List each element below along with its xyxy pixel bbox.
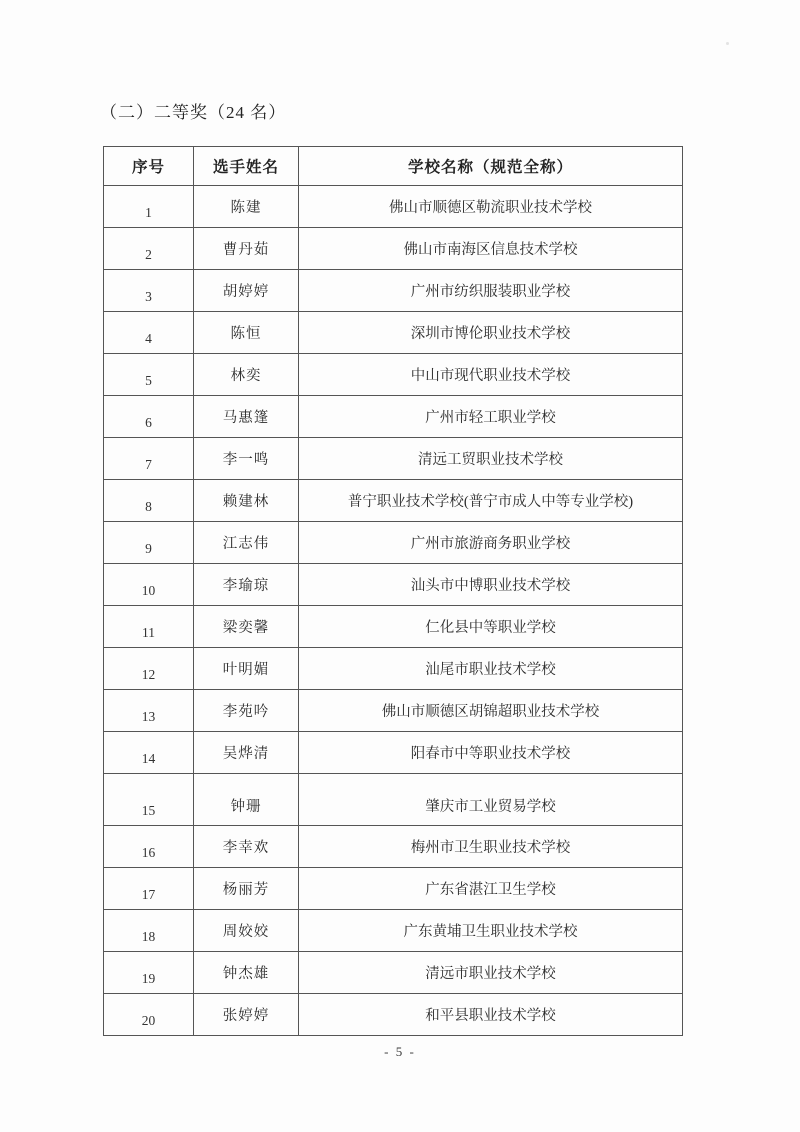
row-serial-number: 1 (104, 186, 194, 228)
table-row (104, 354, 683, 396)
school-name: 广州市纺织服装职业学校 (299, 270, 683, 312)
table-row (104, 690, 683, 732)
table-header (104, 147, 683, 186)
contestant-name: 梁奕馨 (194, 606, 299, 648)
school-name: 中山市现代职业技术学校 (299, 354, 683, 396)
table-row (104, 228, 683, 270)
school-name: 广州市轻工职业学校 (299, 396, 683, 438)
contestant-name: 杨丽芳 (194, 868, 299, 910)
row-serial-number: 11 (104, 606, 194, 648)
contestant-name: 陈恒 (194, 312, 299, 354)
school-name: 肇庆市工业贸易学校 (299, 774, 683, 826)
header-contestant-name: 选手姓名 (194, 147, 299, 186)
contestant-name: 林奕 (194, 354, 299, 396)
section-title: （二）二等奖（24 名） (100, 103, 287, 122)
table-row (104, 994, 683, 1036)
contestant-name: 叶明媚 (194, 648, 299, 690)
row-serial-number: 6 (104, 396, 194, 438)
table-row (104, 826, 683, 868)
row-serial-number: 14 (104, 732, 194, 774)
school-name: 汕头市中博职业技术学校 (299, 564, 683, 606)
contestant-name: 马惠篷 (194, 396, 299, 438)
table-row (104, 438, 683, 480)
table-row (104, 952, 683, 994)
table-row (104, 186, 683, 228)
header-row (104, 147, 683, 186)
table-row (104, 564, 683, 606)
row-serial-number: 16 (104, 826, 194, 868)
contestant-name: 胡婷婷 (194, 270, 299, 312)
table-row (104, 312, 683, 354)
school-name: 仁化县中等职业学校 (299, 606, 683, 648)
contestant-name: 赖建林 (194, 480, 299, 522)
school-name: 普宁职业技术学校(普宁市成人中等专业学校) (299, 480, 683, 522)
school-name: 阳春市中等职业技术学校 (299, 732, 683, 774)
school-name: 佛山市顺德区勒流职业技术学校 (299, 186, 683, 228)
school-name: 汕尾市职业技术学校 (299, 648, 683, 690)
second-prize-table (103, 146, 683, 1036)
page-number: - 5 - (384, 1044, 416, 1059)
school-name: 清远工贸职业技术学校 (299, 438, 683, 480)
row-serial-number: 8 (104, 480, 194, 522)
school-name: 清远市职业技术学校 (299, 952, 683, 994)
school-name: 广东黄埔卫生职业技术学校 (299, 910, 683, 952)
table-body (104, 186, 683, 1036)
school-name: 深圳市博伦职业技术学校 (299, 312, 683, 354)
school-name: 佛山市南海区信息技术学校 (299, 228, 683, 270)
contestant-name: 陈建 (194, 186, 299, 228)
row-serial-number: 17 (104, 868, 194, 910)
school-name: 梅州市卫生职业技术学校 (299, 826, 683, 868)
contestant-name: 李幸欢 (194, 826, 299, 868)
table-row (104, 270, 683, 312)
table-row (104, 868, 683, 910)
row-serial-number: 13 (104, 690, 194, 732)
contestant-name: 李瑜琼 (194, 564, 299, 606)
table-row (104, 774, 683, 826)
table-row (104, 910, 683, 952)
contestant-name: 周姣姣 (194, 910, 299, 952)
row-serial-number: 3 (104, 270, 194, 312)
contestant-name: 吴烨清 (194, 732, 299, 774)
row-serial-number: 5 (104, 354, 194, 396)
row-serial-number: 15 (104, 774, 194, 826)
row-serial-number: 19 (104, 952, 194, 994)
row-serial-number: 9 (104, 522, 194, 564)
contestant-name: 江志伟 (194, 522, 299, 564)
contestant-name: 钟珊 (194, 774, 299, 826)
table-row (104, 648, 683, 690)
school-name: 广东省湛江卫生学校 (299, 868, 683, 910)
school-name: 和平县职业技术学校 (299, 994, 683, 1036)
table-row (104, 396, 683, 438)
contestant-name: 李苑吟 (194, 690, 299, 732)
table-row (104, 522, 683, 564)
row-serial-number: 12 (104, 648, 194, 690)
row-serial-number: 20 (104, 994, 194, 1036)
contestant-name: 李一鸣 (194, 438, 299, 480)
school-name: 佛山市顺德区胡锦超职业技术学校 (299, 690, 683, 732)
row-serial-number: 4 (104, 312, 194, 354)
row-serial-number: 18 (104, 910, 194, 952)
header-school-name: 学校名称（规范全称） (299, 147, 683, 186)
contestant-name: 曹丹茹 (194, 228, 299, 270)
school-name: 广州市旅游商务职业学校 (299, 522, 683, 564)
contestant-name: 钟杰雄 (194, 952, 299, 994)
contestant-name: 张婷婷 (194, 994, 299, 1036)
row-serial-number: 2 (104, 228, 194, 270)
scan-speckle (726, 42, 729, 45)
row-serial-number: 10 (104, 564, 194, 606)
header-serial-number: 序号 (104, 147, 194, 186)
table-row (104, 480, 683, 522)
table-row (104, 732, 683, 774)
row-serial-number: 7 (104, 438, 194, 480)
table-row (104, 606, 683, 648)
